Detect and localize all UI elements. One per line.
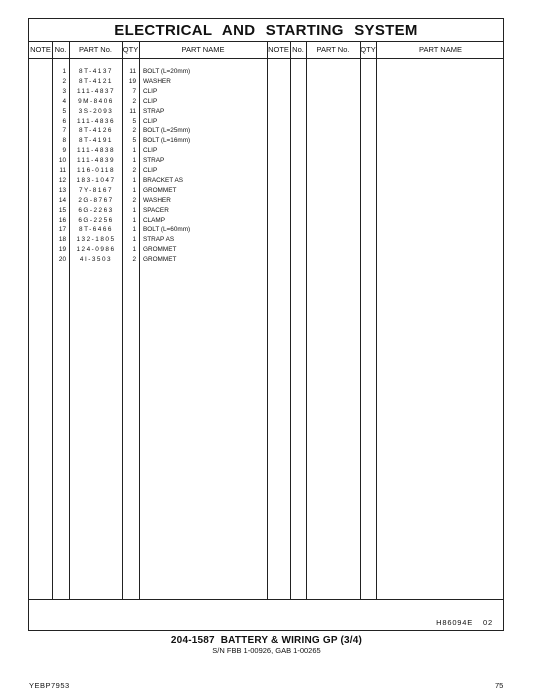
quantity: 1 bbox=[132, 246, 136, 254]
quantity: 1 bbox=[132, 176, 136, 184]
item-number: 10 bbox=[58, 157, 66, 165]
part-number: 6G-2256 bbox=[78, 216, 114, 224]
part-number: 183-1047 bbox=[76, 176, 116, 184]
quantity: 1 bbox=[132, 186, 136, 194]
quantity: 1 bbox=[132, 226, 136, 234]
group-caption: 204-1587 BATTERY & WIRING GP (3/4) bbox=[170, 635, 363, 646]
column-divider bbox=[306, 42, 307, 599]
part-number: 8T-4126 bbox=[79, 127, 113, 135]
part-number: 9M-8406 bbox=[78, 97, 114, 105]
quantity: 11 bbox=[129, 68, 136, 75]
column-divider bbox=[376, 42, 377, 599]
header-qty-left: QTY bbox=[122, 45, 139, 54]
item-number: 9 bbox=[62, 147, 66, 155]
part-number: 6G-2263 bbox=[78, 206, 114, 214]
page-number: 75 bbox=[495, 681, 504, 690]
part-number: 116-0118 bbox=[76, 167, 116, 174]
quantity: 1 bbox=[132, 157, 136, 165]
quantity: 19 bbox=[128, 77, 136, 85]
column-divider bbox=[267, 42, 268, 599]
serial-numbers: S/N FBB 1-00926, GAB 1-00265 bbox=[212, 646, 321, 655]
part-number: 8T-4137 bbox=[79, 68, 113, 75]
item-number: 20 bbox=[58, 256, 66, 264]
header-no-right: No. bbox=[292, 45, 304, 54]
header-qty-right: QTY bbox=[360, 45, 376, 54]
column-divider bbox=[290, 42, 291, 599]
item-number: 2 bbox=[62, 77, 66, 85]
part-name: BOLT (L=16mm) bbox=[143, 137, 191, 145]
part-name: BRACKET AS bbox=[143, 176, 184, 184]
quantity: 1 bbox=[132, 236, 136, 244]
part-name: GROMMET bbox=[143, 256, 177, 264]
quantity: 1 bbox=[132, 206, 136, 214]
part-name: BOLT (L=25mm) bbox=[143, 127, 191, 135]
part-name: STRAP bbox=[143, 107, 165, 115]
quantity: 7 bbox=[132, 87, 136, 95]
part-number: 132-1805 bbox=[76, 236, 116, 244]
part-name: CLIP bbox=[143, 167, 158, 174]
part-name: SPACER bbox=[143, 206, 169, 214]
item-number: 3 bbox=[62, 87, 66, 95]
header-note-right: NOTE bbox=[268, 45, 289, 54]
quantity: 5 bbox=[132, 117, 136, 125]
header-part-name-left: PART NAME bbox=[181, 45, 225, 54]
part-name: STRAP AS bbox=[143, 236, 175, 244]
quantity: 1 bbox=[132, 147, 136, 155]
item-number: 1 bbox=[62, 68, 66, 75]
part-number: 111-4839 bbox=[76, 157, 116, 165]
illustration-reference bbox=[426, 618, 493, 627]
item-number: 14 bbox=[58, 196, 66, 204]
part-name: WASHER bbox=[143, 196, 171, 204]
part-number: 8T-4191 bbox=[79, 137, 113, 145]
item-number: 8 bbox=[62, 137, 66, 145]
part-number: 2G-8767 bbox=[78, 196, 114, 204]
item-number: 11 bbox=[59, 167, 66, 174]
part-name: GROMMET bbox=[143, 186, 177, 194]
quantity: 2 bbox=[132, 196, 136, 204]
column-divider bbox=[360, 42, 361, 599]
quantity: 5 bbox=[132, 137, 136, 145]
part-name: STRAP bbox=[143, 157, 165, 165]
section-title: ELECTRICAL AND STARTING SYSTEM bbox=[29, 19, 503, 42]
part-name: WASHER bbox=[143, 77, 171, 85]
item-number: 16 bbox=[58, 216, 66, 224]
part-number: 4I-3503 bbox=[79, 256, 113, 264]
footer-divider bbox=[29, 599, 503, 600]
item-number: 13 bbox=[58, 186, 66, 194]
part-name: CLIP bbox=[143, 97, 158, 105]
header-no-left: No. bbox=[54, 45, 67, 54]
quantity: 2 bbox=[132, 127, 136, 135]
illustration-revision: 02 bbox=[483, 618, 493, 627]
item-number: 17 bbox=[58, 226, 66, 234]
parts-list-frame bbox=[28, 18, 504, 631]
quantity: 11 bbox=[129, 107, 136, 115]
part-number: 111-4837 bbox=[76, 87, 116, 95]
part-number: 124-0986 bbox=[76, 246, 116, 254]
part-name: CLAMP bbox=[143, 216, 166, 224]
item-number: 7 bbox=[62, 127, 66, 135]
item-number: 6 bbox=[62, 117, 66, 125]
part-name: BOLT (L=20mm) bbox=[143, 68, 191, 75]
part-name: GROMMET bbox=[143, 246, 177, 254]
header-part-no-right: PART No. bbox=[316, 45, 350, 54]
table-header bbox=[29, 42, 503, 59]
column-divider bbox=[139, 42, 140, 599]
illustration-ref-code: H86094E bbox=[436, 618, 474, 627]
header-part-no-left: PART No. bbox=[79, 45, 112, 54]
part-number: 8T-6466 bbox=[79, 226, 113, 234]
header-note-left: NOTE bbox=[30, 45, 51, 54]
item-number: 15 bbox=[58, 206, 66, 214]
item-number: 5 bbox=[62, 107, 66, 115]
part-number: 111-4836 bbox=[76, 117, 116, 125]
item-number: 18 bbox=[58, 236, 66, 244]
part-name: CLIP bbox=[143, 87, 158, 95]
item-number: 19 bbox=[58, 246, 66, 254]
quantity: 2 bbox=[132, 256, 136, 264]
document-code: YEBP7953 bbox=[29, 681, 70, 690]
part-number: 7Y-8167 bbox=[78, 186, 114, 194]
quantity: 1 bbox=[132, 216, 136, 224]
part-number: 3S-2093 bbox=[78, 107, 114, 115]
header-part-name-right: PART NAME bbox=[419, 45, 462, 54]
quantity: 2 bbox=[132, 167, 136, 174]
part-number: 8T-4121 bbox=[79, 77, 113, 85]
part-name: CLIP bbox=[143, 147, 158, 155]
quantity: 2 bbox=[132, 97, 136, 105]
part-name: BOLT (L=60mm) bbox=[143, 226, 191, 234]
item-number: 12 bbox=[58, 176, 66, 184]
part-name: CLIP bbox=[143, 117, 158, 125]
part-number: 111-4838 bbox=[76, 147, 116, 155]
item-number: 4 bbox=[62, 97, 66, 105]
